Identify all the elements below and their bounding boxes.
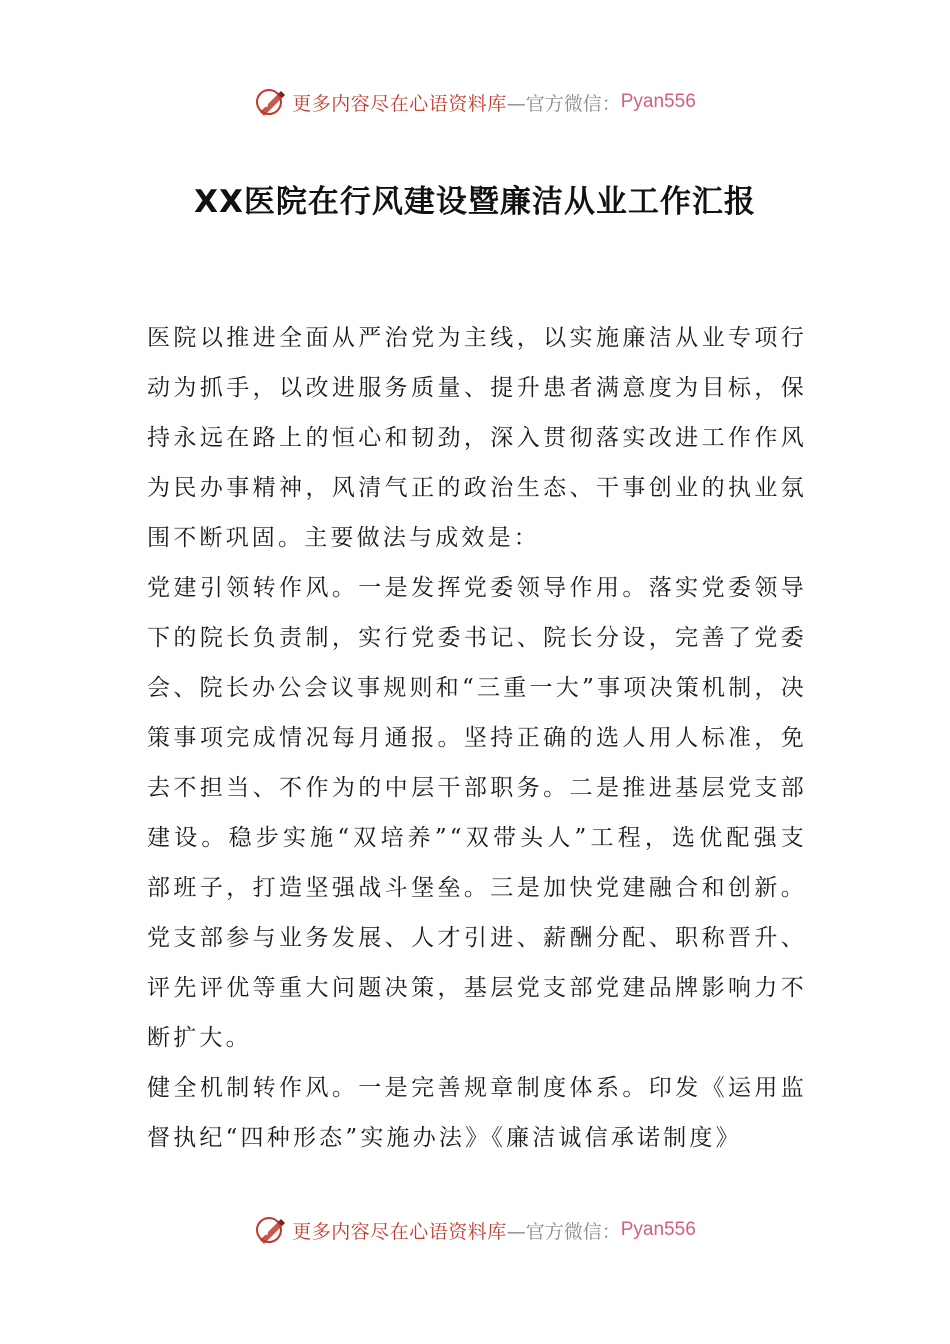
paragraph-intro: 医院以推进全面从严治党为主线，以实施廉洁从业专项行动为抓手，以改进服务质量、提升患者满意度为目标，保持永远在路上的恒心和韧劲，深入贯彻落实改进工作作风为民办事精神，风清气正的政治生态、干事创业的执业氛围不断巩固。主要做法与成效是： <box>147 325 807 551</box>
document-title: XX医院在行风建设暨廉洁从业工作汇报 <box>194 184 756 220</box>
wechat-id: Pyan556 <box>620 91 696 112</box>
footer-banner <box>0 1210 950 1250</box>
banner-separator: —官方微信： <box>506 92 621 115</box>
document-body <box>147 313 807 1163</box>
paragraph-mechanism: 健全机制转作风。一是完善规章制度体系。印发《运用监督执纪“四种形态”实施办法》《廉洁诚信承诺制度》 <box>147 1075 807 1151</box>
header-banner <box>0 82 950 122</box>
brand-text: 更多内容尽在心语资料库 <box>292 92 507 115</box>
pen-logo-icon <box>254 85 288 119</box>
brand-text: 更多内容尽在心语资料库 <box>292 1220 507 1243</box>
banner-separator: —官方微信： <box>506 1220 621 1243</box>
pen-logo-icon <box>254 1213 288 1247</box>
paragraph-party-building: 党建引领转作风。一是发挥党委领导作用。落实党委领导下的院长负责制，实行党委书记、院长分设，完善了党委会、院长办公会议事规则和“三重一大”事项决策机制，决策事项完成情况每月通报。坚持正确的选人用人标准，免去不担当、不作为的中层干部职务。二是推进基层党支部建设。稳步实施“双培养”“双带头人”工程，选优配强支部班子，打造坚强战斗堡垒。三是加快党建融合和创新。党支部参与业务发展、人才引进、薪酬分配、职称晋升、评先评优等重大问题决策，基层党支部党建品牌影响力不断扩大。 <box>147 575 807 1051</box>
wechat-id: Pyan556 <box>620 1219 696 1240</box>
